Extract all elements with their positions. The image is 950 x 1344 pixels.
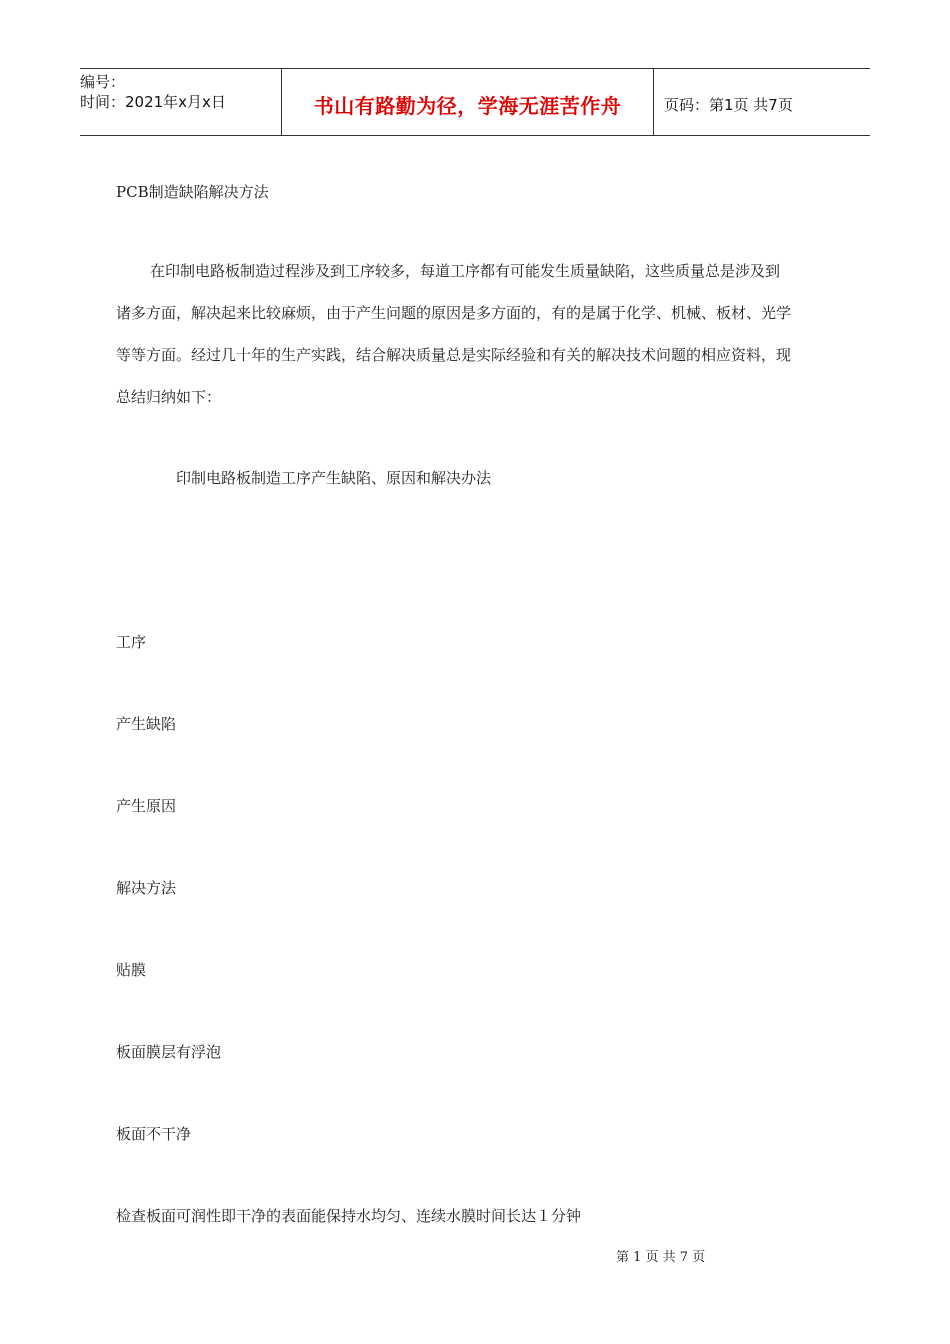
document-number-label: 编号： (80, 73, 126, 91)
list-item: 板面膜层有浮泡 (116, 1043, 222, 1061)
intro-line: 等等方面。经过几十年的生产实践，结合解决质量总是实际经验和有关的解决技术问题的相应资料，现 (116, 346, 792, 364)
intro-paragraph (116, 261, 861, 429)
section-subtitle: 印制电路板制造工序产生缺陷、原因和解决办法 (176, 469, 492, 487)
intro-line: 总结归纳如下： (116, 388, 222, 406)
intro-line: 诸多方面，解决起来比较麻烦，由于产生问题的原因是多方面的，有的是属于化学、机械、板材、光学 (116, 304, 792, 322)
header-meta (80, 69, 281, 135)
intro-line: 在印制电路板制造过程涉及到工序较多，每道工序都有可能发生质量缺陷，这些质量总是涉及到 (150, 262, 781, 280)
document-title: PCB制造缺陷解决方法 (116, 183, 269, 201)
document-date-label: 时间：2021年x月x日 (80, 93, 226, 111)
header-motto: 书山有路勤为径，学海无涯苦作舟 (313, 93, 622, 118)
list-item: 解决方法 (116, 879, 177, 897)
list-item: 产生原因 (116, 797, 177, 815)
page-footer: 第 1 页 共 7 页 (616, 1250, 706, 1265)
header-page-info: 页码：第1页 共7页 (664, 95, 793, 114)
header-motto-cell (281, 69, 654, 135)
list-item: 检查板面可润性即干净的表面能保持水均匀、连续水膜时间长达１分钟 (116, 1207, 582, 1225)
list-item: 贴膜 (116, 961, 147, 979)
list-item: 工序 (116, 633, 147, 651)
document-header (80, 68, 870, 136)
list-item: 产生缺陷 (116, 715, 177, 733)
list-item: 板面不干净 (116, 1125, 192, 1143)
